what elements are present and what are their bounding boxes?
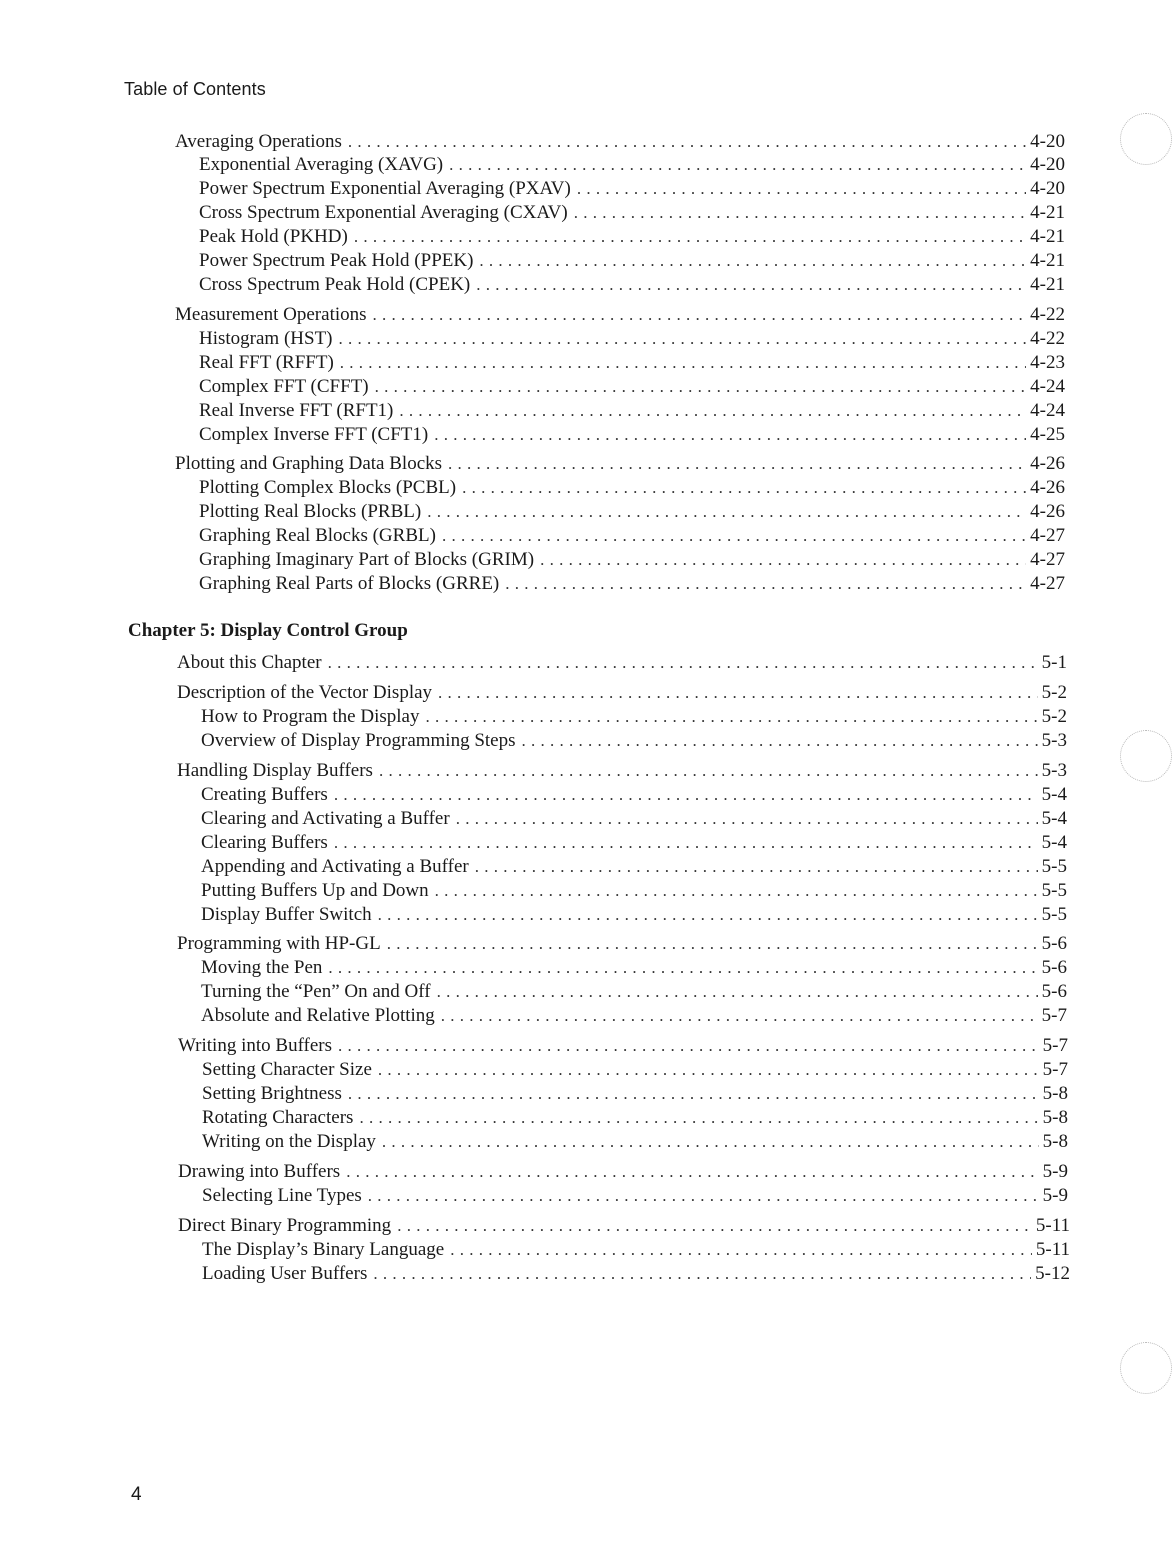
- toc-entry-title: Programming with HP-GL: [177, 933, 381, 954]
- dot-leader: [475, 855, 1038, 879]
- toc-entry-page: 4-26: [1030, 453, 1065, 474]
- toc-entry-page: 5-7: [1042, 1035, 1068, 1056]
- dot-leader: [574, 201, 1026, 225]
- dot-leader: [441, 1004, 1038, 1028]
- dot-leader: [354, 225, 1026, 249]
- toc-subentry[interactable]: [199, 153, 1065, 177]
- toc-subentry[interactable]: [199, 572, 1065, 596]
- dot-leader: [387, 932, 1038, 956]
- toc-entry-page: 4-27: [1030, 525, 1065, 546]
- toc-subentry[interactable]: [202, 1058, 1068, 1082]
- toc-entry-title: Writing on the Display: [202, 1131, 376, 1152]
- toc-entry-title: Turning the “Pen” On and Off: [201, 981, 431, 1002]
- toc-entry-page: 4-22: [1030, 304, 1065, 325]
- dot-leader: [438, 681, 1038, 705]
- toc-entry-title: Setting Brightness: [202, 1083, 342, 1104]
- toc-entry-page: 5-4: [1041, 832, 1067, 853]
- toc-subentry[interactable]: [201, 1004, 1067, 1028]
- toc-entry-page: 5-9: [1042, 1185, 1068, 1206]
- toc-entry[interactable]: [177, 759, 1067, 783]
- toc-entry[interactable]: [175, 130, 1065, 154]
- toc-entry[interactable]: [177, 932, 1067, 956]
- toc-entry-page: 5-1: [1041, 652, 1067, 673]
- toc-entry-title: Real FFT (RFFT): [199, 352, 334, 373]
- toc-entry-title: Putting Buffers Up and Down: [201, 880, 429, 901]
- toc-entry-page: 5-7: [1041, 1005, 1067, 1026]
- toc-entry-title: About this Chapter: [177, 652, 322, 673]
- punch-hole-top: [1120, 113, 1172, 165]
- toc-entry-title: Moving the Pen: [201, 957, 323, 978]
- toc-entry-title: Peak Hold (PKHD): [199, 226, 348, 247]
- toc-entry-page: 5-3: [1041, 730, 1067, 751]
- dot-leader: [397, 1214, 1032, 1238]
- dot-leader: [425, 705, 1037, 729]
- toc-entry-title: Loading User Buffers: [202, 1263, 368, 1284]
- toc-entry-title: Writing into Buffers: [178, 1035, 333, 1056]
- toc-entry-page: 4-27: [1030, 549, 1065, 570]
- dot-leader: [328, 956, 1037, 980]
- toc-entry-title: Selecting Line Types: [202, 1185, 362, 1206]
- toc-subentry[interactable]: [201, 980, 1067, 1004]
- dot-leader: [399, 399, 1026, 423]
- toc-entry-page: 5-8: [1042, 1107, 1068, 1128]
- toc-entry-title: Plotting Complex Blocks (PCBL): [199, 477, 457, 498]
- toc-entry-page: 5-4: [1041, 784, 1067, 805]
- dot-leader: [434, 423, 1026, 447]
- toc-subentry[interactable]: [199, 273, 1065, 297]
- toc-entry-page: 5-2: [1041, 682, 1067, 703]
- dot-leader: [375, 375, 1027, 399]
- toc-entry-page: 4-20: [1030, 131, 1065, 152]
- toc-entry-title: Creating Buffers: [201, 784, 328, 805]
- toc-subentry[interactable]: [199, 548, 1065, 572]
- toc-entry-title: Clearing Buffers: [201, 832, 328, 853]
- dot-leader: [448, 452, 1026, 476]
- toc-entry-title: Power Spectrum Peak Hold (PPEK): [199, 250, 474, 271]
- toc-entry-page: 4-20: [1030, 154, 1065, 175]
- toc-entry-page: 5-9: [1042, 1161, 1068, 1182]
- toc-entry-title: Setting Character Size: [202, 1059, 372, 1080]
- dot-leader: [442, 524, 1026, 548]
- toc-subentry[interactable]: [201, 855, 1067, 879]
- toc-entry[interactable]: [178, 1160, 1068, 1184]
- toc-entry-title: Cross Spectrum Exponential Averaging (CXAV): [199, 202, 568, 223]
- dot-leader: [382, 1130, 1039, 1154]
- dot-leader: [340, 351, 1026, 375]
- toc-subentry[interactable]: [202, 1130, 1068, 1154]
- toc-entry[interactable]: [178, 1214, 1070, 1238]
- toc-subentry[interactable]: [199, 524, 1065, 548]
- dot-leader: [359, 1106, 1038, 1130]
- toc-subentry[interactable]: [199, 177, 1065, 201]
- toc-subentry[interactable]: [199, 351, 1065, 375]
- toc-subentry[interactable]: [202, 1262, 1070, 1286]
- toc-subentry[interactable]: [201, 705, 1067, 729]
- running-head: Table of Contents: [124, 79, 266, 99]
- dot-leader: [328, 651, 1038, 675]
- dot-leader: [338, 1034, 1039, 1058]
- toc-subentry[interactable]: [199, 375, 1065, 399]
- toc-subentry[interactable]: [199, 423, 1065, 447]
- page-number: 4: [131, 1484, 142, 1505]
- toc-entry-page: 4-25: [1030, 424, 1065, 445]
- dot-leader: [334, 831, 1038, 855]
- toc-entry-page: 4-22: [1030, 328, 1065, 349]
- toc-entry-page: 5-7: [1042, 1059, 1068, 1080]
- dot-leader: [449, 153, 1026, 177]
- toc-entry-page: 4-24: [1030, 376, 1065, 397]
- dot-leader: [373, 303, 1027, 327]
- toc-entry[interactable]: [178, 1034, 1068, 1058]
- toc-entry-title: Appending and Activating a Buffer: [201, 856, 469, 877]
- toc-entry-page: 5-5: [1041, 904, 1067, 925]
- toc-entry-page: 4-21: [1030, 274, 1065, 295]
- toc-subentry[interactable]: [201, 879, 1067, 903]
- dot-leader: [334, 783, 1038, 807]
- toc-entry-page: 5-4: [1041, 808, 1067, 829]
- toc-subentry[interactable]: [202, 1106, 1068, 1130]
- toc-entry-page: 5-12: [1035, 1263, 1070, 1284]
- toc-entry-page: 4-21: [1030, 202, 1065, 223]
- toc-subentry[interactable]: [202, 1184, 1068, 1208]
- dot-leader: [462, 476, 1026, 500]
- dot-leader: [476, 273, 1026, 297]
- toc-entry-page: 5-5: [1041, 856, 1067, 877]
- toc-entry[interactable]: [177, 651, 1067, 675]
- toc-entry-page: 4-26: [1030, 501, 1065, 522]
- chapter-heading: Chapter 5: Display Control Group: [128, 620, 408, 641]
- toc-entry-page: 4-23: [1030, 352, 1065, 373]
- toc-entry-title: Plotting and Graphing Data Blocks: [175, 453, 443, 474]
- toc-subentry[interactable]: [201, 807, 1067, 831]
- toc-entry-page: 5-11: [1035, 1215, 1070, 1236]
- toc-entry-title: The Display’s Binary Language: [202, 1239, 445, 1260]
- dot-leader: [435, 879, 1038, 903]
- toc-subentry[interactable]: [201, 903, 1067, 927]
- toc-entry-title: Drawing into Buffers: [178, 1161, 341, 1182]
- toc-entry-page: 5-5: [1041, 880, 1067, 901]
- toc-entry-page: 5-6: [1041, 981, 1067, 1002]
- toc-entry-title: Rotating Characters: [202, 1107, 354, 1128]
- toc-entry-title: Overview of Display Programming Steps: [201, 730, 516, 751]
- dot-leader: [437, 980, 1038, 1004]
- toc-subentry[interactable]: [199, 201, 1065, 225]
- dot-leader: [339, 327, 1027, 351]
- toc-subentry[interactable]: [199, 476, 1065, 500]
- toc-subentry[interactable]: [199, 327, 1065, 351]
- toc-entry-title: Histogram (HST): [199, 328, 333, 349]
- toc-entry-page: 5-6: [1041, 933, 1067, 954]
- toc-entry-title: Clearing and Activating a Buffer: [201, 808, 450, 829]
- dot-leader: [505, 572, 1026, 596]
- toc-entry-title: Cross Spectrum Peak Hold (CPEK): [199, 274, 471, 295]
- dot-leader: [379, 759, 1038, 783]
- dot-leader: [348, 130, 1026, 154]
- toc-subentry[interactable]: [199, 500, 1065, 524]
- dot-leader: [450, 1238, 1032, 1262]
- toc-entry-page: 4-20: [1030, 178, 1065, 199]
- toc-entry-page: 4-21: [1030, 250, 1065, 271]
- toc-entry-title: Direct Binary Programming: [178, 1215, 392, 1236]
- toc-entry-page: 4-24: [1030, 400, 1065, 421]
- punch-hole-bottom: [1120, 1342, 1172, 1394]
- toc-entry-page: 5-3: [1041, 760, 1067, 781]
- dot-leader: [378, 1058, 1039, 1082]
- toc-entry-title: Absolute and Relative Plotting: [201, 1005, 435, 1026]
- toc-entry[interactable]: [175, 303, 1065, 327]
- toc-entry-page: 5-6: [1041, 957, 1067, 978]
- toc-subentry[interactable]: [199, 399, 1065, 423]
- toc-entry-title: Complex Inverse FFT (CFT1): [199, 424, 429, 445]
- toc-entry-page: 5-8: [1042, 1083, 1068, 1104]
- toc-entry-page: 5-11: [1035, 1239, 1070, 1260]
- toc-entry-title: Power Spectrum Exponential Averaging (PXAV): [199, 178, 571, 199]
- toc-entry-title: How to Program the Display: [201, 706, 420, 727]
- toc-subentry[interactable]: [201, 831, 1067, 855]
- toc-entry-title: Graphing Imaginary Part of Blocks (GRIM): [199, 549, 535, 570]
- toc-entry-title: Complex FFT (CFFT): [199, 376, 369, 397]
- dot-leader: [479, 249, 1026, 273]
- dot-leader: [378, 903, 1038, 927]
- toc-entry-title: Plotting Real Blocks (PRBL): [199, 501, 422, 522]
- dot-leader: [373, 1262, 1031, 1286]
- toc-entry-page: 4-26: [1030, 477, 1065, 498]
- dot-leader: [427, 500, 1026, 524]
- toc-subentry[interactable]: [201, 729, 1067, 753]
- toc-subentry[interactable]: [202, 1238, 1070, 1262]
- toc-entry-title: Handling Display Buffers: [177, 760, 373, 781]
- toc-entry-page: 5-8: [1042, 1131, 1068, 1152]
- toc-entry-title: Graphing Real Parts of Blocks (GRRE): [199, 573, 500, 594]
- punch-hole-middle: [1120, 730, 1172, 782]
- toc-entry-page: 4-27: [1030, 573, 1065, 594]
- dot-leader: [346, 1160, 1038, 1184]
- toc-entry-page: 4-21: [1030, 226, 1065, 247]
- toc-entry-title: Exponential Averaging (XAVG): [199, 154, 444, 175]
- toc-subentry[interactable]: [199, 225, 1065, 249]
- toc-subentry[interactable]: [201, 783, 1067, 807]
- dot-leader: [348, 1082, 1039, 1106]
- dot-leader: [540, 548, 1026, 572]
- toc-entry-title: Display Buffer Switch: [201, 904, 372, 925]
- toc-entry-title: Description of the Vector Display: [177, 682, 433, 703]
- toc-subentry[interactable]: [199, 249, 1065, 273]
- toc-subentry[interactable]: [201, 956, 1067, 980]
- dot-leader: [368, 1184, 1039, 1208]
- dot-leader: [577, 177, 1026, 201]
- dot-leader: [456, 807, 1038, 831]
- toc-entry-title: Graphing Real Blocks (GRBL): [199, 525, 436, 546]
- toc-entry-title: Measurement Operations: [175, 304, 367, 325]
- toc-subentry[interactable]: [202, 1082, 1068, 1106]
- dot-leader: [522, 729, 1038, 753]
- toc-entry-title: Averaging Operations: [175, 131, 342, 152]
- toc-entry[interactable]: [177, 681, 1067, 705]
- toc-entry[interactable]: [175, 452, 1065, 476]
- toc-entry-page: 5-2: [1041, 706, 1067, 727]
- toc-entry-title: Real Inverse FFT (RFT1): [199, 400, 394, 421]
